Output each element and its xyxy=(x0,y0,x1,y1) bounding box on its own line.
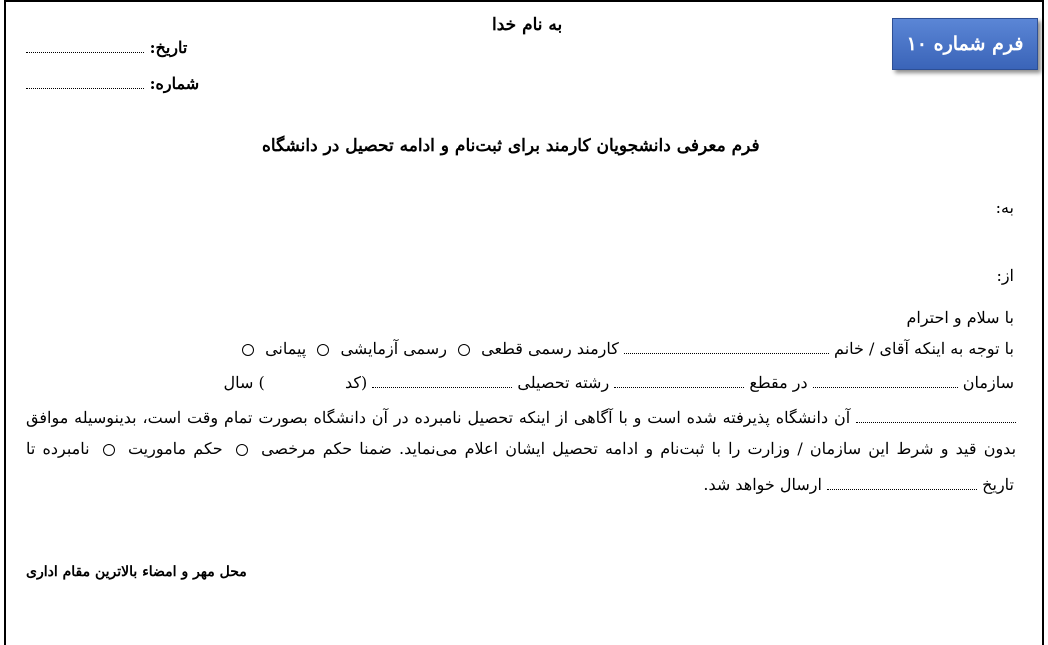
employee-name-field[interactable] xyxy=(624,352,829,354)
mission-order-label: حکم ماموریت xyxy=(127,439,223,458)
send-date-label: تاریخ xyxy=(982,475,1014,494)
option-probation-label: رسمی آزمایشی xyxy=(340,339,447,358)
body-paragraph xyxy=(26,402,1016,464)
form-title: فرم معرفی دانشجویان کارمند برای ثبت‌نام و ادامه تحصیل در دانشگاه xyxy=(262,136,760,156)
date-label: تاریخ: xyxy=(149,38,188,57)
organization-line xyxy=(224,373,1014,392)
body-text: آن دانشگاه پذیرفته شده است و با آگاهی از اینکه تحصیل نامبرده در آن دانشگاه بصورت تمام وقت است، بدینوسیله موافق بدون قید و شرط این سازمان / وزارت را با ثبت‌نام و ادامه تحصیل ایشان اعلام می‌نماید. ضمنا حکم مرخصی xyxy=(26,408,1017,458)
form-number-badge xyxy=(892,18,1038,70)
level-field[interactable] xyxy=(614,386,744,388)
document-page xyxy=(4,0,1044,645)
send-text: ارسال خواهد شد. xyxy=(703,475,822,494)
greeting: با سلام و احترام xyxy=(906,308,1014,327)
option-probation-radio[interactable] xyxy=(317,344,329,356)
year-label: سال xyxy=(223,373,254,392)
university-field[interactable] xyxy=(856,421,1016,423)
code-label: (کد xyxy=(344,373,368,392)
form-number-label: فرم شماره ۱۰ xyxy=(906,33,1024,55)
employee-intro: با توجه به اینکه آقای / خانم xyxy=(834,339,1014,358)
send-line xyxy=(703,475,1014,494)
from-label: از: xyxy=(996,266,1014,285)
to-label: به: xyxy=(995,198,1014,217)
leave-order-radio[interactable] xyxy=(236,444,248,456)
signature-seal-label: محل مهر و امضاء بالاترین مقام اداری xyxy=(26,564,247,580)
number-label: شماره: xyxy=(149,74,200,93)
date-field[interactable] xyxy=(26,51,144,53)
bismillah-title: به نام خدا xyxy=(492,15,563,35)
mission-order-radio[interactable] xyxy=(103,444,115,456)
option-contract-radio[interactable] xyxy=(242,344,254,356)
organization-label: سازمان xyxy=(962,373,1014,392)
option-permanent-label: کارمند رسمی قطعی xyxy=(481,339,619,358)
level-label: در مقطع xyxy=(749,373,808,392)
number-field[interactable] xyxy=(26,87,144,89)
field-label: رشته تحصیلی xyxy=(517,373,610,392)
employee-line xyxy=(236,339,1014,358)
code-end: ) xyxy=(258,373,265,392)
body-text-end: نامبرده تا xyxy=(26,439,90,458)
option-permanent-radio[interactable] xyxy=(458,344,470,356)
number-row xyxy=(26,74,199,93)
date-row xyxy=(26,38,187,57)
option-contract-label: پیمانی xyxy=(265,339,307,358)
organization-field[interactable] xyxy=(813,386,958,388)
send-date-field[interactable] xyxy=(827,488,977,490)
field-of-study-field[interactable] xyxy=(372,386,512,388)
